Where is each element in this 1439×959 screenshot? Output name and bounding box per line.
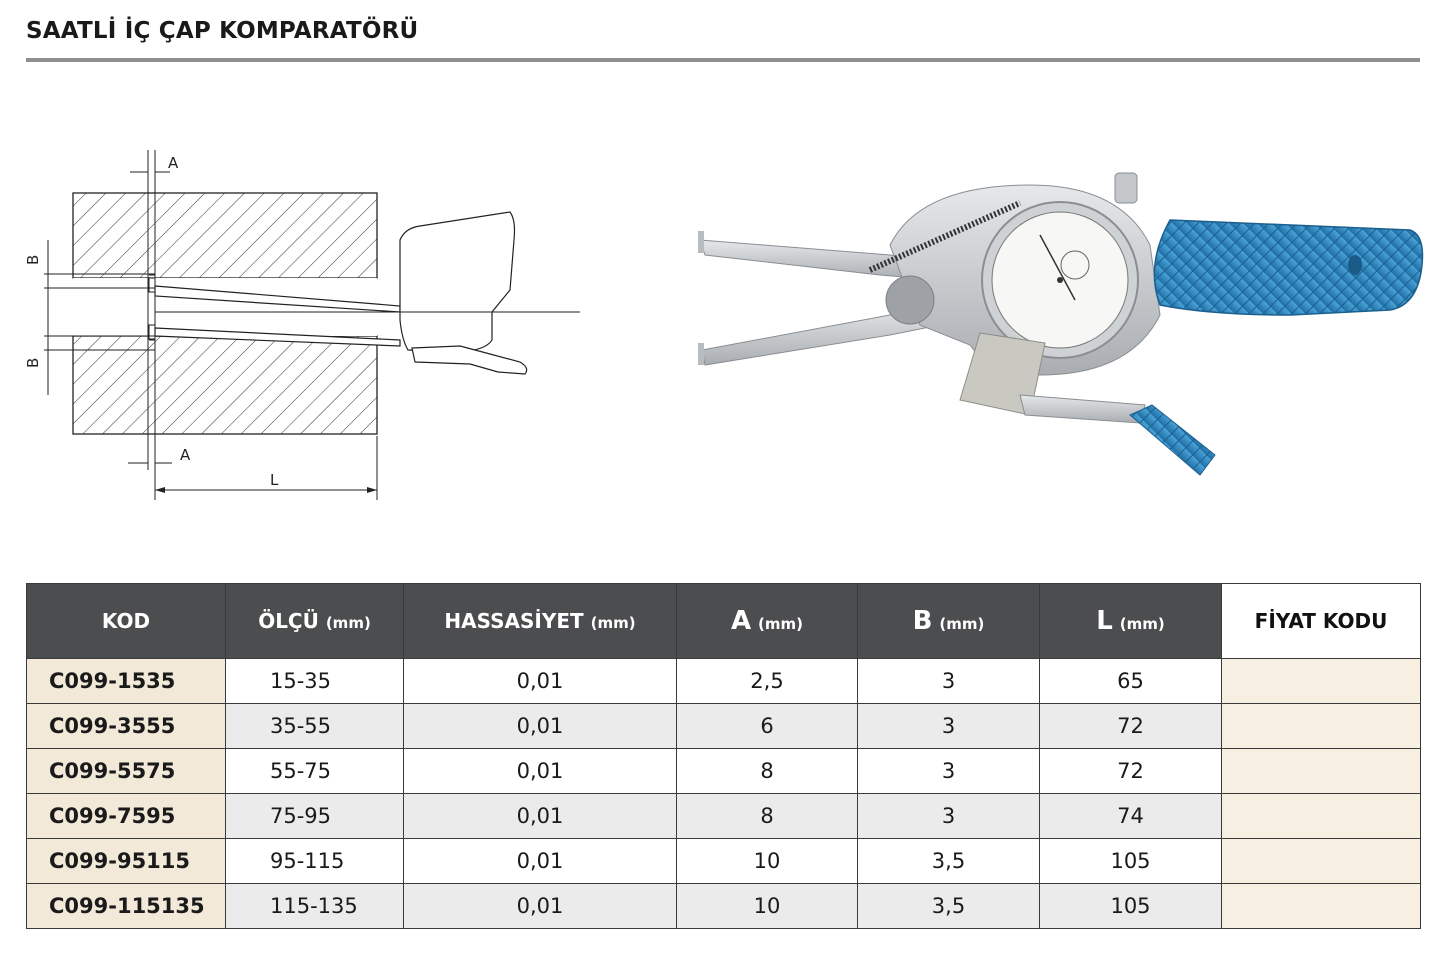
- cell-fiyat-kodu: [1222, 794, 1421, 839]
- cell-olcu: 115-135: [226, 884, 404, 929]
- cell-a: 8: [677, 794, 858, 839]
- cell-fiyat-kodu: [1222, 659, 1421, 704]
- cell-olcu: 55-75: [226, 749, 404, 794]
- cell-hassasiyet: 0,01: [404, 884, 677, 929]
- cell-fiyat-kodu: [1222, 704, 1421, 749]
- title-divider: [26, 58, 1420, 62]
- cell-kod: C099-1535: [27, 659, 226, 704]
- cell-fiyat-kodu: [1222, 749, 1421, 794]
- cell-b: 3: [858, 794, 1040, 839]
- product-image: [690, 165, 1430, 485]
- cell-kod: C099-115135: [27, 884, 226, 929]
- cell-b: 3,5: [858, 839, 1040, 884]
- label-a-bottom: A: [180, 446, 191, 464]
- cell-kod: C099-95115: [27, 839, 226, 884]
- cell-kod: C099-3555: [27, 704, 226, 749]
- header-hassasiyet: HASSASİYET (mm): [404, 584, 677, 659]
- upper-block: [73, 193, 377, 278]
- cell-kod: C099-5575: [27, 749, 226, 794]
- page-title: SAATLİ İÇ ÇAP KOMPARATÖRÜ: [26, 18, 419, 44]
- cell-b: 3: [858, 659, 1040, 704]
- label-b-top: B: [24, 254, 42, 265]
- table-header-row: [27, 584, 1421, 659]
- cell-kod: C099-7595: [27, 794, 226, 839]
- cell-b: 3,5: [858, 884, 1040, 929]
- label-a-top: A: [168, 154, 179, 172]
- cell-b: 3: [858, 749, 1040, 794]
- cell-l: 72: [1040, 704, 1222, 749]
- cell-a: 2,5: [677, 659, 858, 704]
- cell-b: 3: [858, 704, 1040, 749]
- cell-hassasiyet: 0,01: [404, 794, 677, 839]
- cell-hassasiyet: 0,01: [404, 704, 677, 749]
- table-row: [27, 884, 1421, 929]
- cell-hassasiyet: 0,01: [404, 659, 677, 704]
- label-l: L: [270, 471, 279, 489]
- cell-fiyat-kodu: [1222, 839, 1421, 884]
- cell-a: 8: [677, 749, 858, 794]
- cell-olcu: 15-35: [226, 659, 404, 704]
- table-row: [27, 749, 1421, 794]
- header-olcu: ÖLÇÜ (mm): [226, 584, 404, 659]
- cell-a: 6: [677, 704, 858, 749]
- cell-a: 10: [677, 884, 858, 929]
- cell-hassasiyet: 0,01: [404, 749, 677, 794]
- cell-hassasiyet: 0,01: [404, 839, 677, 884]
- lower-block: [73, 336, 377, 434]
- cell-l: 105: [1040, 884, 1222, 929]
- header-kod: KOD: [27, 584, 226, 659]
- spec-table: [26, 583, 1421, 929]
- cell-olcu: 35-55: [226, 704, 404, 749]
- cell-a: 10: [677, 839, 858, 884]
- header-l: L (mm): [1040, 584, 1222, 659]
- cell-olcu: 75-95: [226, 794, 404, 839]
- cell-l: 105: [1040, 839, 1222, 884]
- table-row: [27, 704, 1421, 749]
- technical-drawing: [20, 140, 600, 510]
- header-fiyat-kodu: FİYAT KODU: [1222, 584, 1421, 659]
- cell-fiyat-kodu: [1222, 884, 1421, 929]
- label-b-bottom: B: [24, 357, 42, 368]
- header-a: A (mm): [677, 584, 858, 659]
- cell-l: 74: [1040, 794, 1222, 839]
- table-row: [27, 659, 1421, 704]
- cell-l: 72: [1040, 749, 1222, 794]
- table-row: [27, 839, 1421, 884]
- cell-l: 65: [1040, 659, 1222, 704]
- header-b: B (mm): [858, 584, 1040, 659]
- table-row: [27, 794, 1421, 839]
- cell-olcu: 95-115: [226, 839, 404, 884]
